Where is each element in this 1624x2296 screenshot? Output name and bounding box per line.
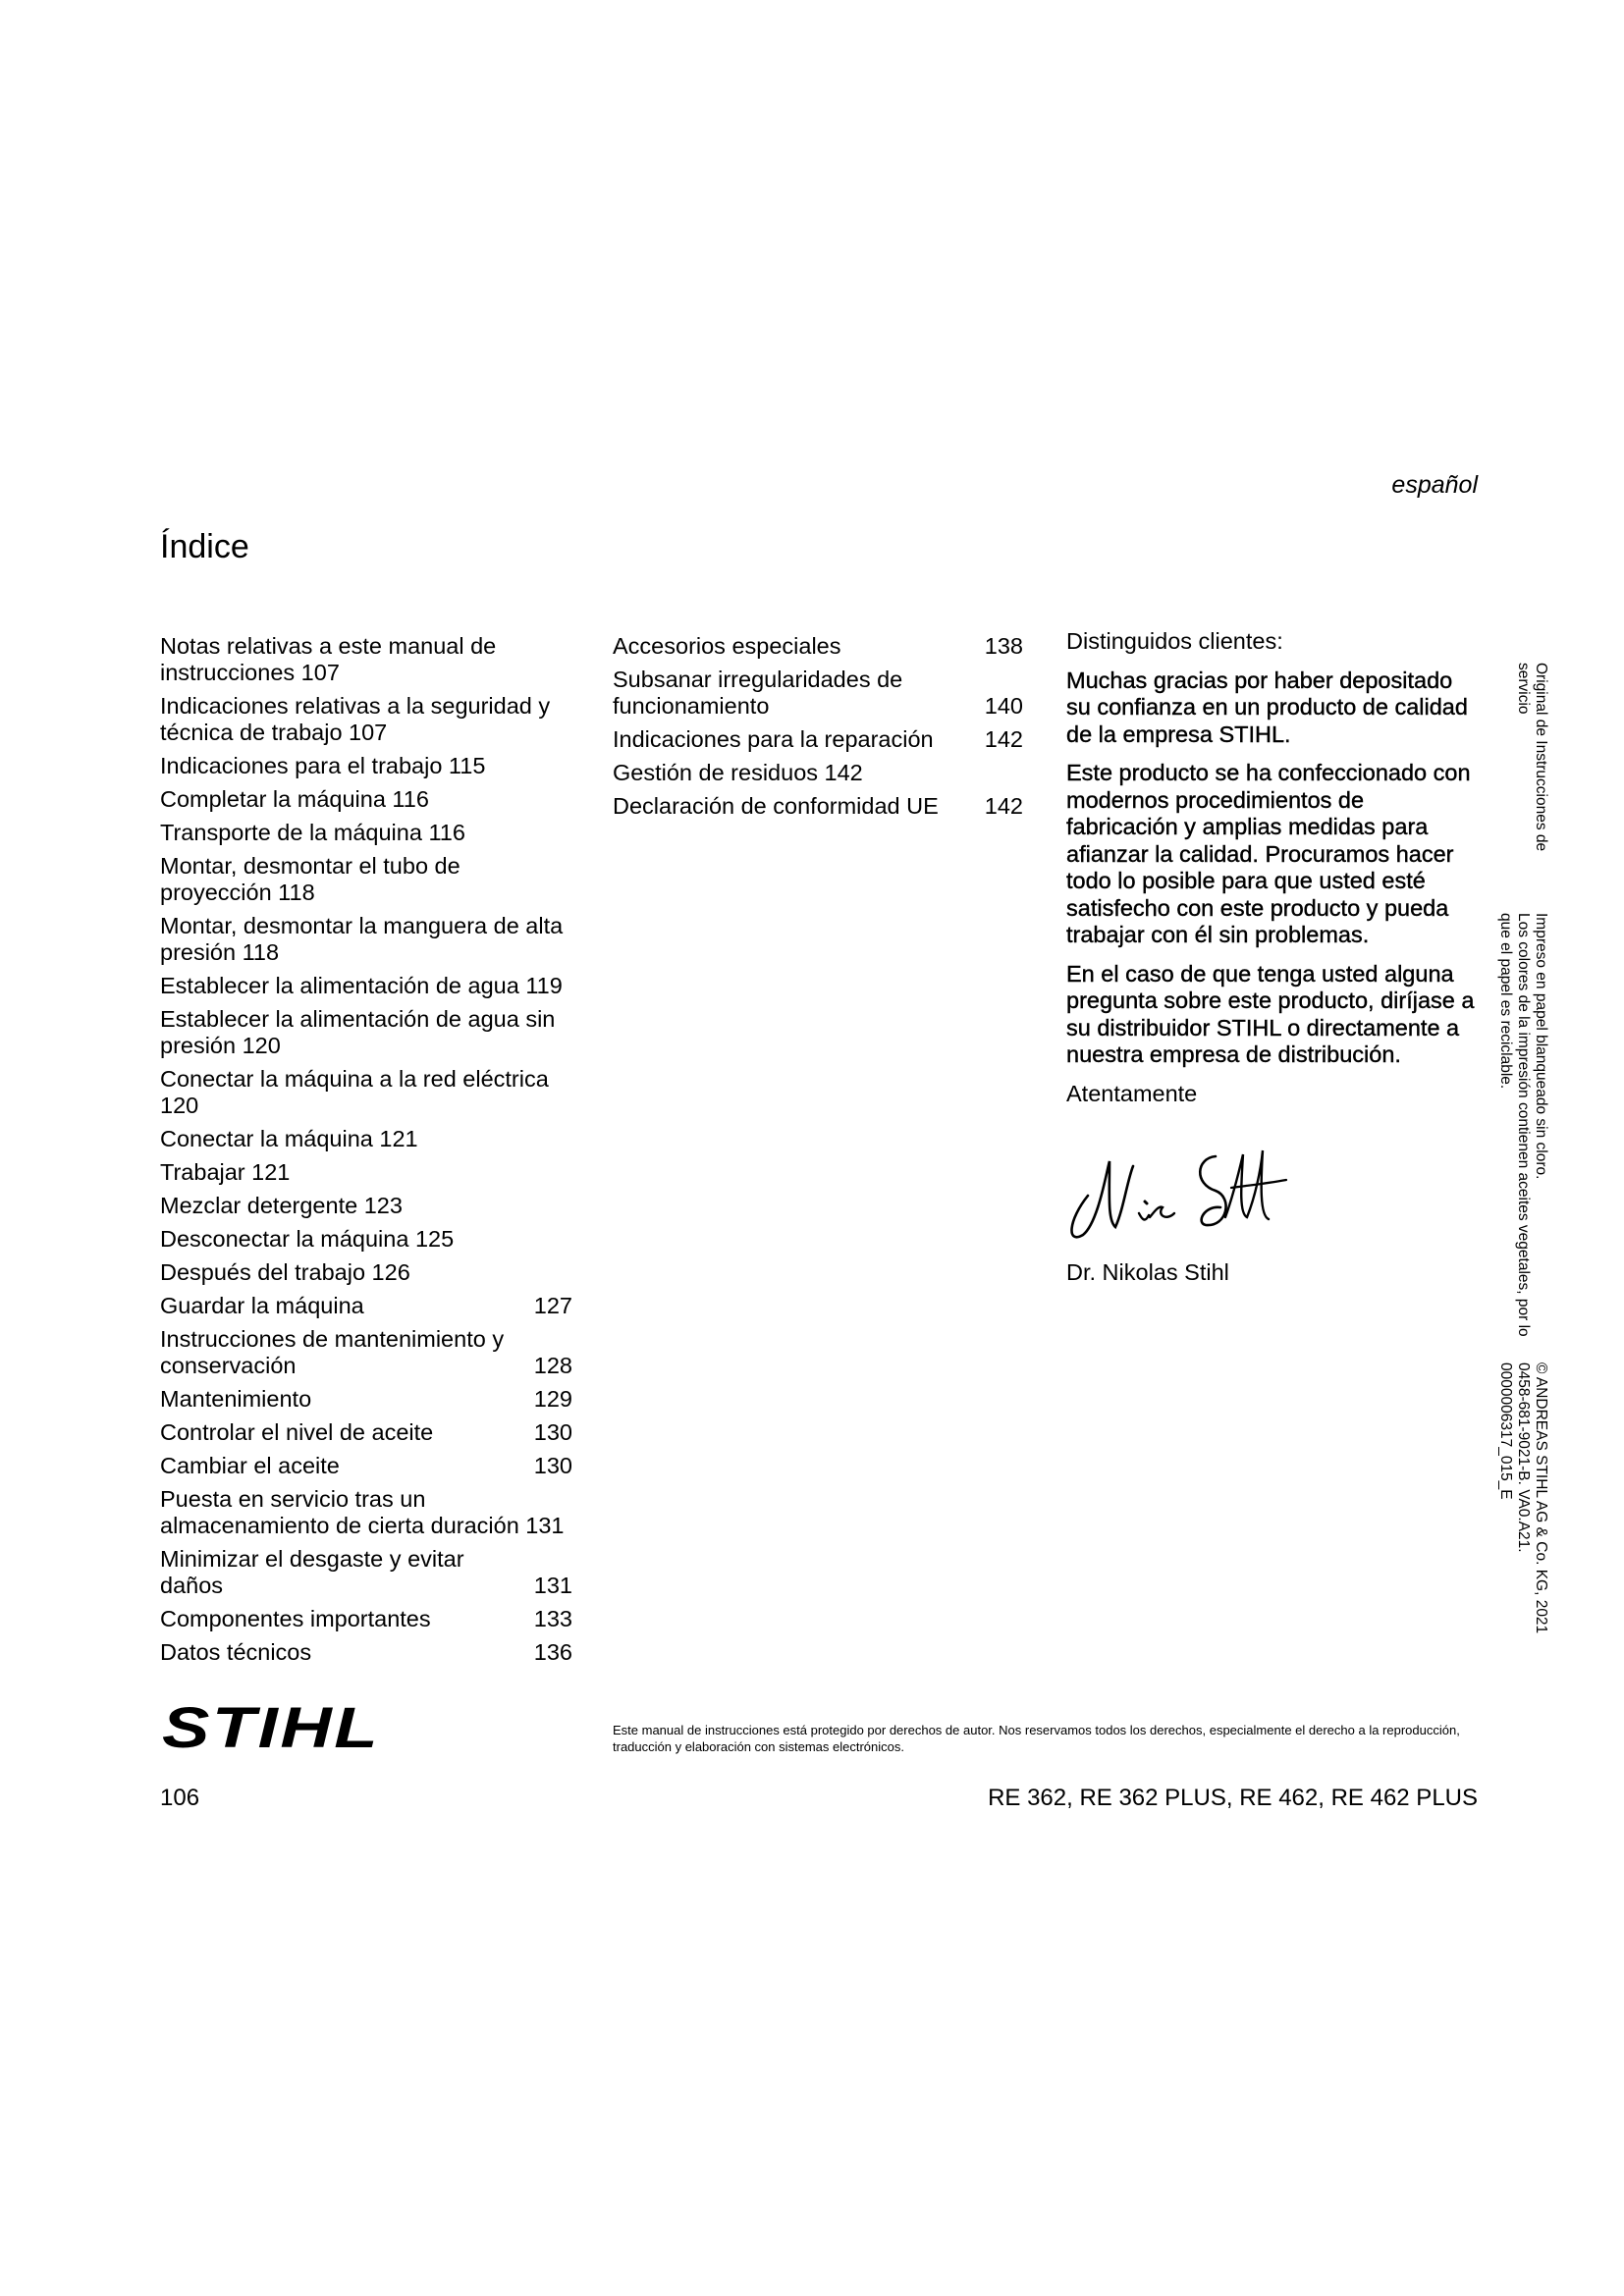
toc-entry[interactable] <box>160 693 572 746</box>
logo-text: STIHL <box>162 1700 380 1755</box>
toc-entry[interactable] <box>160 913 572 966</box>
toc-entry-text: Accesorios especiales <box>613 633 841 659</box>
toc-entry-text: Minimizar el desgaste y evitar daños <box>160 1546 464 1598</box>
side-note-line: 0458-681-9021-B. VA0.A21. <box>1515 1362 1532 1553</box>
toc-page-number: 127 <box>533 1293 572 1318</box>
toc-page-number: 136 <box>533 1639 572 1665</box>
toc-entry[interactable] <box>160 633 572 686</box>
toc-entry-text: Conectar la máquina 121 <box>160 1126 418 1151</box>
toc-entry-text: Mantenimiento <box>160 1386 312 1412</box>
toc-page-number: 138 <box>984 633 1023 659</box>
toc-entry-text: Puesta en servicio tras un almacenamiento de cierta duración 131 <box>160 1486 565 1538</box>
toc-entry[interactable] <box>160 1639 572 1666</box>
toc-entry[interactable] <box>160 786 572 813</box>
toc-page-number: 130 <box>533 1419 572 1445</box>
toc-entry-text: Componentes importantes <box>160 1606 431 1631</box>
side-note-line: servicio <box>1515 663 1532 715</box>
toc-entry-text: Indicaciones para el trabajo 115 <box>160 753 486 778</box>
toc-entry[interactable] <box>160 1159 572 1186</box>
toc-entry[interactable] <box>160 1419 572 1446</box>
toc-entry-text: Completar la máquina 116 <box>160 786 429 812</box>
toc-entry[interactable] <box>160 1386 572 1413</box>
toc-entry-text: Gestión de residuos 142 <box>613 760 863 785</box>
toc-page-number: 129 <box>533 1386 572 1412</box>
toc-page-number: 140 <box>984 693 1023 719</box>
toc-entry-text: Establecer la alimentación de agua sin presión 120 <box>160 1006 556 1058</box>
toc-entry-text: Instrucciones de mantenimiento y conservación <box>160 1326 505 1378</box>
side-note-line: Los colores de la impresión contienen aceites vegetales, por lo <box>1515 913 1532 1337</box>
letter-paragraph-3: En el caso de que tenga usted alguna pregunta sobre este producto, diríjase a su distribuidor STIHL o directamente a nuestra empresa de distribución. <box>1066 960 1475 1067</box>
model-list: RE 362, RE 362 PLUS, RE 462, RE 462 PLUS <box>988 1785 1478 1811</box>
toc-page-number: 133 <box>533 1606 572 1631</box>
letter-signer-name: Dr. Nikolas Stihl <box>1066 1259 1229 1285</box>
side-note-line: © ANDREAS STIHL AG & Co. KG, 2021 <box>1533 1362 1549 1634</box>
toc-entry[interactable] <box>160 1326 572 1379</box>
toc-entry[interactable] <box>160 820 572 846</box>
copyright-notice: Este manual de instrucciones está protegido por derechos de autor. Nos reservamos todos los derechos, especialmente el derecho a la reproducción, traducción y elaboración con sistemas electrónicos. <box>613 1723 1460 1754</box>
toc-entry[interactable] <box>160 1193 572 1219</box>
handwritten-signature <box>1058 1137 1294 1245</box>
page-number: 106 <box>160 1785 200 1811</box>
toc-entry-text: Declaración de conformidad UE <box>613 793 939 819</box>
stihl-logo <box>160 1700 386 1755</box>
toc-entry[interactable] <box>160 1453 572 1479</box>
side-note-line: que el papel es reciclable. <box>1497 913 1514 1090</box>
side-note-original <box>1514 663 1549 851</box>
toc-entry-text: Cambiar el aceite <box>160 1453 340 1478</box>
toc-page-number: 142 <box>984 726 1023 752</box>
toc-entry[interactable] <box>160 1606 572 1632</box>
letter-signer <box>1066 1259 1479 1299</box>
toc-entry-text: Datos técnicos <box>160 1639 312 1665</box>
toc-entry-text: Montar, desmontar la manguera de alta presión 118 <box>160 913 564 965</box>
toc-entry[interactable] <box>160 1259 572 1286</box>
toc-page-number: 128 <box>533 1353 572 1378</box>
side-note-line: Original de Instrucciones de <box>1533 663 1549 852</box>
toc-entry[interactable] <box>613 760 1023 786</box>
toc-entry[interactable] <box>160 1066 572 1119</box>
toc-entry[interactable] <box>160 973 572 999</box>
toc-entry-text: Establecer la alimentación de agua 119 <box>160 973 563 998</box>
toc-entry-text: Notas relativas a este manual de instrucciones 107 <box>160 633 497 685</box>
side-note-copyright <box>1496 1362 1549 1633</box>
toc-entry[interactable] <box>160 1546 572 1599</box>
toc-entry-text: Subsanar irregularidades de funcionamiento <box>613 667 903 719</box>
toc-left-column <box>160 633 572 1673</box>
toc-page-number: 130 <box>533 1453 572 1478</box>
toc-middle-column <box>613 633 1023 827</box>
customer-letter <box>1066 628 1479 1119</box>
page-title: Índice <box>160 528 249 565</box>
toc-entry[interactable] <box>160 1293 572 1319</box>
side-note-printing <box>1496 913 1549 1337</box>
toc-entry-text: Controlar el nivel de aceite <box>160 1419 434 1445</box>
toc-entry-text: Trabajar 121 <box>160 1159 291 1185</box>
toc-entry-text: Montar, desmontar el tubo de proyección 118 <box>160 853 460 905</box>
toc-entry[interactable] <box>613 667 1023 720</box>
toc-entry-text: Conectar la máquina a la red eléctrica 120 <box>160 1066 549 1118</box>
toc-entry-text: Después del trabajo 126 <box>160 1259 410 1285</box>
language-label: español <box>1391 471 1478 499</box>
toc-entry-text: Transporte de la máquina 116 <box>160 820 465 845</box>
letter-paragraph-1: Muchas gracias por haber depositado su confianza en un producto de calidad de la empresa STIHL. <box>1066 667 1468 747</box>
toc-entry[interactable] <box>613 726 1023 753</box>
toc-entry[interactable] <box>160 1006 572 1059</box>
side-note-line: Impreso en papel blanqueado sin cloro. <box>1533 913 1549 1180</box>
letter-paragraph-2: Este producto se ha confeccionado con modernos procedimientos de fabricación y amplias medidas para afianzar la calidad. Procuramos hacer todo lo posible para que usted esté satisfecho con este producto y pueda trabajar con él sin problemas. <box>1066 760 1471 947</box>
toc-entry-text: Mezclar detergente 123 <box>160 1193 403 1218</box>
toc-entry-text: Indicaciones para la reparación <box>613 726 934 752</box>
toc-page-number: 142 <box>984 793 1023 819</box>
toc-entry[interactable] <box>613 633 1023 660</box>
toc-entry[interactable] <box>160 853 572 906</box>
toc-entry-text: Desconectar la máquina 125 <box>160 1226 455 1252</box>
toc-entry[interactable] <box>613 793 1023 820</box>
toc-entry-text: Indicaciones relativas a la seguridad y técnica de trabajo 107 <box>160 693 551 745</box>
toc-entry[interactable] <box>160 753 572 779</box>
toc-entry[interactable] <box>160 1226 572 1253</box>
toc-entry[interactable] <box>160 1126 572 1152</box>
side-note-line: 0000006317_015_E <box>1497 1362 1514 1500</box>
toc-entry[interactable] <box>160 1486 572 1539</box>
toc-entry-text: Guardar la máquina <box>160 1293 364 1318</box>
letter-closing: Atentamente <box>1066 1080 1198 1106</box>
toc-page-number: 131 <box>533 1573 572 1598</box>
letter-greeting: Distinguidos clientes: <box>1066 628 1283 654</box>
